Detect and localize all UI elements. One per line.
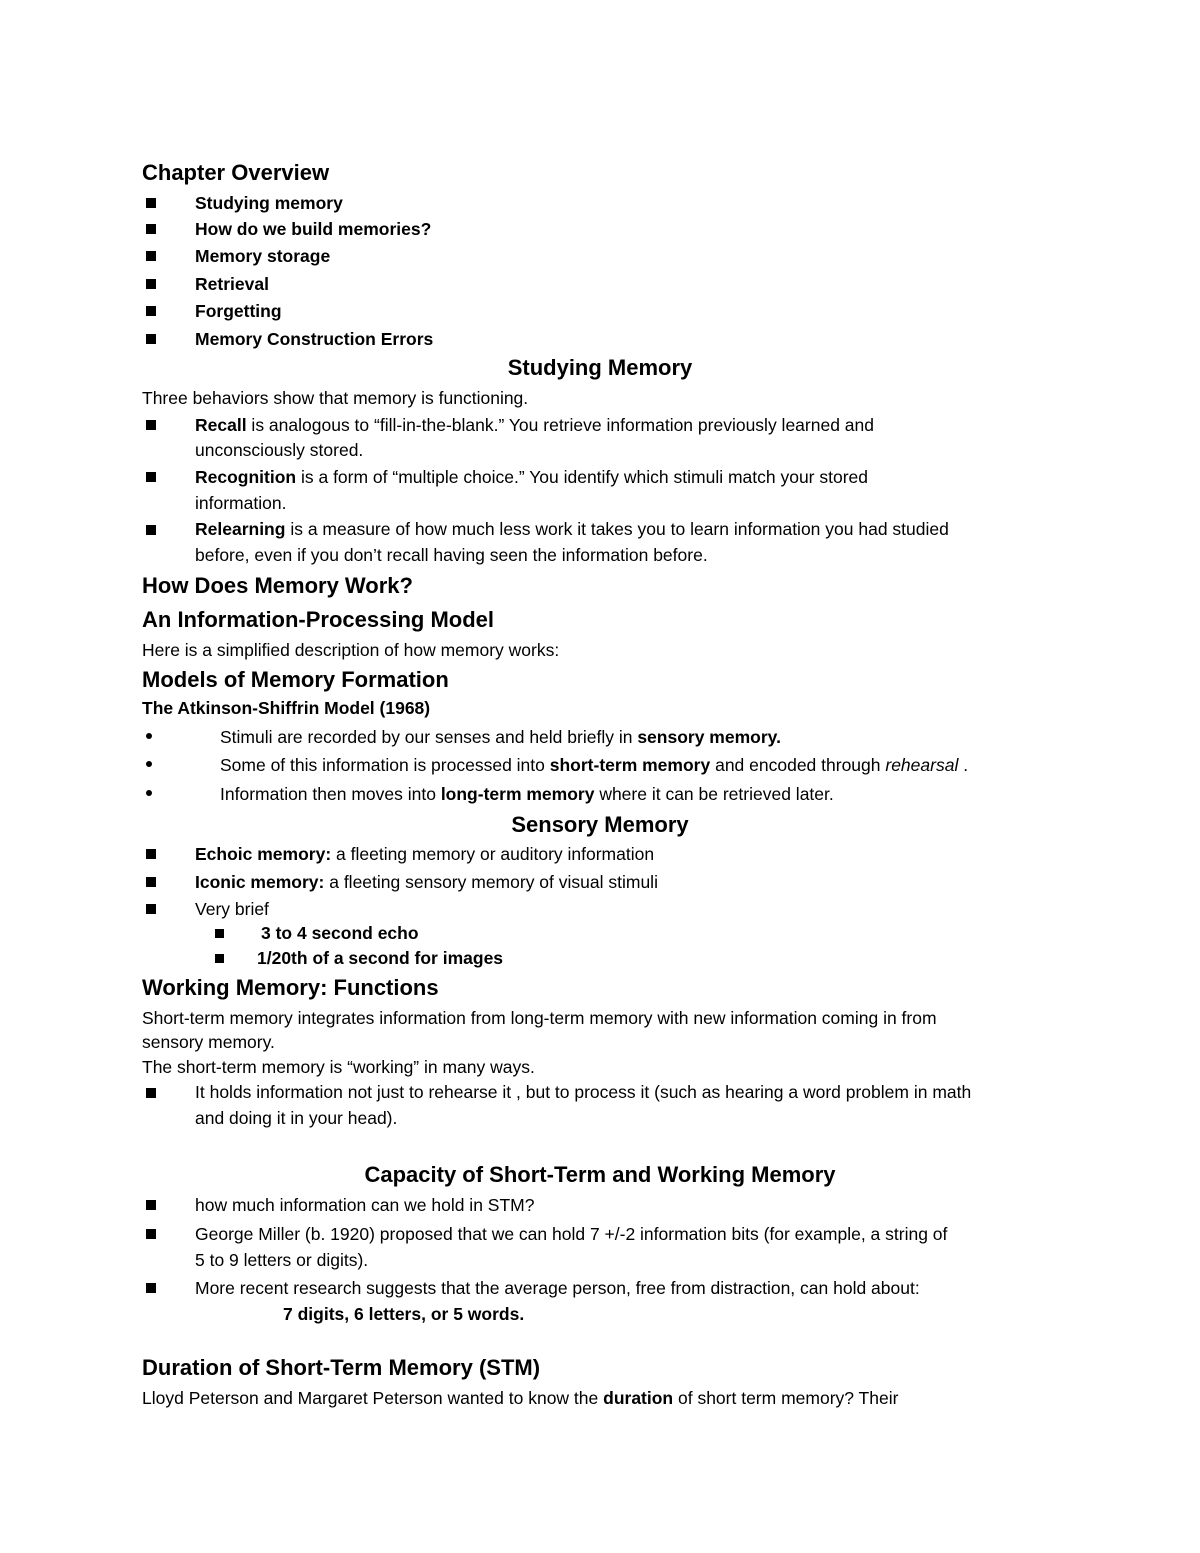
overview-item: Retrieval bbox=[195, 274, 269, 294]
working-p1-2: sensory memory. bbox=[142, 1032, 275, 1052]
echoic-term: Echoic memory: bbox=[195, 844, 332, 864]
sensory-memory-heading: Sensory Memory bbox=[511, 812, 689, 837]
simplified-description: Here is a simplified description of how memory works: bbox=[142, 640, 560, 660]
overview-item: How do we build memories? bbox=[195, 219, 432, 239]
model-bullet-1 bbox=[220, 725, 781, 749]
round-bullet-icon bbox=[146, 733, 152, 739]
square-bullet-icon bbox=[146, 849, 156, 859]
capacity-bullet-2-line2: 5 to 9 letters or digits). bbox=[195, 1250, 369, 1270]
square-bullet-icon bbox=[146, 420, 156, 430]
round-bullet-icon bbox=[146, 761, 152, 767]
square-bullet-icon bbox=[146, 1283, 156, 1293]
overview-item: Memory Construction Errors bbox=[195, 329, 434, 349]
square-bullet-icon bbox=[146, 525, 156, 535]
working-memory-heading: Working Memory: Functions bbox=[142, 975, 439, 1000]
square-bullet-icon bbox=[146, 877, 156, 887]
square-bullet-icon bbox=[146, 1088, 156, 1098]
model-bullet-2-end: . bbox=[958, 755, 969, 775]
square-bullet-icon bbox=[146, 472, 156, 482]
square-bullet-icon bbox=[146, 306, 156, 316]
model-bullet-3-text: Information then moves into bbox=[220, 784, 441, 804]
echo-duration: 3 to 4 second echo bbox=[261, 923, 419, 943]
how-memory-works-heading: How Does Memory Work? bbox=[142, 573, 413, 598]
square-bullet-icon bbox=[146, 334, 156, 344]
recognition-line-2: information. bbox=[195, 493, 287, 513]
square-bullet-icon bbox=[146, 251, 156, 261]
echoic-text: a fleeting memory or auditory information bbox=[331, 844, 655, 864]
short-term-memory-term: short-term memory bbox=[549, 755, 711, 775]
capacity-heading: Capacity of Short-Term and Working Memory bbox=[364, 1162, 836, 1187]
very-brief: Very brief bbox=[195, 899, 269, 919]
relearning-text: is a measure of how much less work it takes you to learn information you had studied bbox=[285, 519, 949, 539]
round-bullet-icon bbox=[146, 790, 152, 796]
studying-intro: Three behaviors show that memory is functioning. bbox=[142, 388, 529, 408]
chapter-overview-heading: Chapter Overview bbox=[142, 160, 330, 185]
information-processing-heading: An Information-Processing Model bbox=[142, 607, 495, 632]
recall-line-2: unconsciously stored. bbox=[195, 440, 364, 460]
working-p1: Short-term memory integrates information from long-term memory with new information coming in from bbox=[142, 1008, 937, 1028]
capacity-bullet-1: how much information can we hold in STM? bbox=[195, 1195, 535, 1215]
working-bullet: It holds information not just to rehearse it , but to process it (such as hearing a word problem in math bbox=[195, 1082, 972, 1102]
duration-heading: Duration of Short-Term Memory (STM) bbox=[142, 1355, 541, 1380]
duration-text-post: of short term memory? Their bbox=[673, 1388, 899, 1408]
recognition-line bbox=[195, 465, 868, 489]
duration-text bbox=[142, 1386, 898, 1410]
recall-term: Recall bbox=[195, 415, 247, 435]
models-heading: Models of Memory Formation bbox=[142, 667, 449, 692]
square-bullet-icon bbox=[146, 1200, 156, 1210]
recall-line bbox=[195, 413, 874, 437]
recall-text: is analogous to “fill-in-the-blank.” You retrieve information previously learned and bbox=[246, 415, 874, 435]
model-bullet-2-mid: and encoded through bbox=[710, 755, 886, 775]
square-bullet-icon bbox=[146, 224, 156, 234]
duration-term: duration bbox=[603, 1388, 674, 1408]
relearning-term: Relearning bbox=[195, 519, 286, 539]
square-bullet-icon bbox=[215, 929, 224, 938]
model-bullet-3 bbox=[220, 782, 834, 806]
overview-item: Memory storage bbox=[195, 246, 331, 266]
duration-text-pre: Lloyd Peterson and Margaret Peterson wanted to know the bbox=[142, 1388, 604, 1408]
model-bullet-3-end: where it can be retrieved later. bbox=[594, 784, 834, 804]
square-bullet-icon bbox=[146, 904, 156, 914]
square-bullet-icon bbox=[146, 279, 156, 289]
overview-item: Studying memory bbox=[195, 193, 343, 213]
iconic-line bbox=[195, 870, 658, 894]
capacity-bullet-2: George Miller (b. 1920) proposed that we can hold 7 +/-2 information bits (for example, a string of bbox=[195, 1224, 948, 1244]
relearning-line bbox=[195, 517, 949, 541]
capacity-bullet-3: More recent research suggests that the average person, free from distraction, can hold about: bbox=[195, 1278, 920, 1298]
atkinson-shiffrin-heading: The Atkinson-Shiffrin Model (1968) bbox=[142, 698, 431, 718]
rehearsal-term: rehearsal bbox=[885, 755, 959, 775]
working-bullet-2: and doing it in your head). bbox=[195, 1108, 398, 1128]
model-bullet-2 bbox=[220, 753, 968, 777]
working-p2: The short-term memory is “working” in many ways. bbox=[142, 1057, 535, 1077]
image-duration: 1/20th of a second for images bbox=[257, 948, 504, 968]
iconic-text: a fleeting sensory memory of visual stimuli bbox=[324, 872, 658, 892]
capacity-result: 7 digits, 6 letters, or 5 words. bbox=[283, 1304, 525, 1324]
sensory-memory-term: sensory memory. bbox=[637, 727, 781, 747]
square-bullet-icon bbox=[146, 198, 156, 208]
recognition-term: Recognition bbox=[195, 467, 297, 487]
studying-memory-heading: Studying Memory bbox=[507, 355, 693, 380]
long-term-memory-term: long-term memory bbox=[440, 784, 595, 804]
echoic-line bbox=[195, 842, 654, 866]
iconic-term: Iconic memory: bbox=[195, 872, 325, 892]
model-bullet-2-text: Some of this information is processed into bbox=[220, 755, 550, 775]
overview-item: Forgetting bbox=[195, 301, 282, 321]
model-bullet-1-text: Stimuli are recorded by our senses and held briefly in bbox=[220, 727, 638, 747]
relearning-line-2: before, even if you don’t recall having seen the information before. bbox=[195, 545, 708, 565]
recognition-text: is a form of “multiple choice.” You identify which stimuli match your stored bbox=[296, 467, 869, 487]
square-bullet-icon bbox=[146, 1229, 156, 1239]
square-bullet-icon bbox=[215, 954, 224, 963]
